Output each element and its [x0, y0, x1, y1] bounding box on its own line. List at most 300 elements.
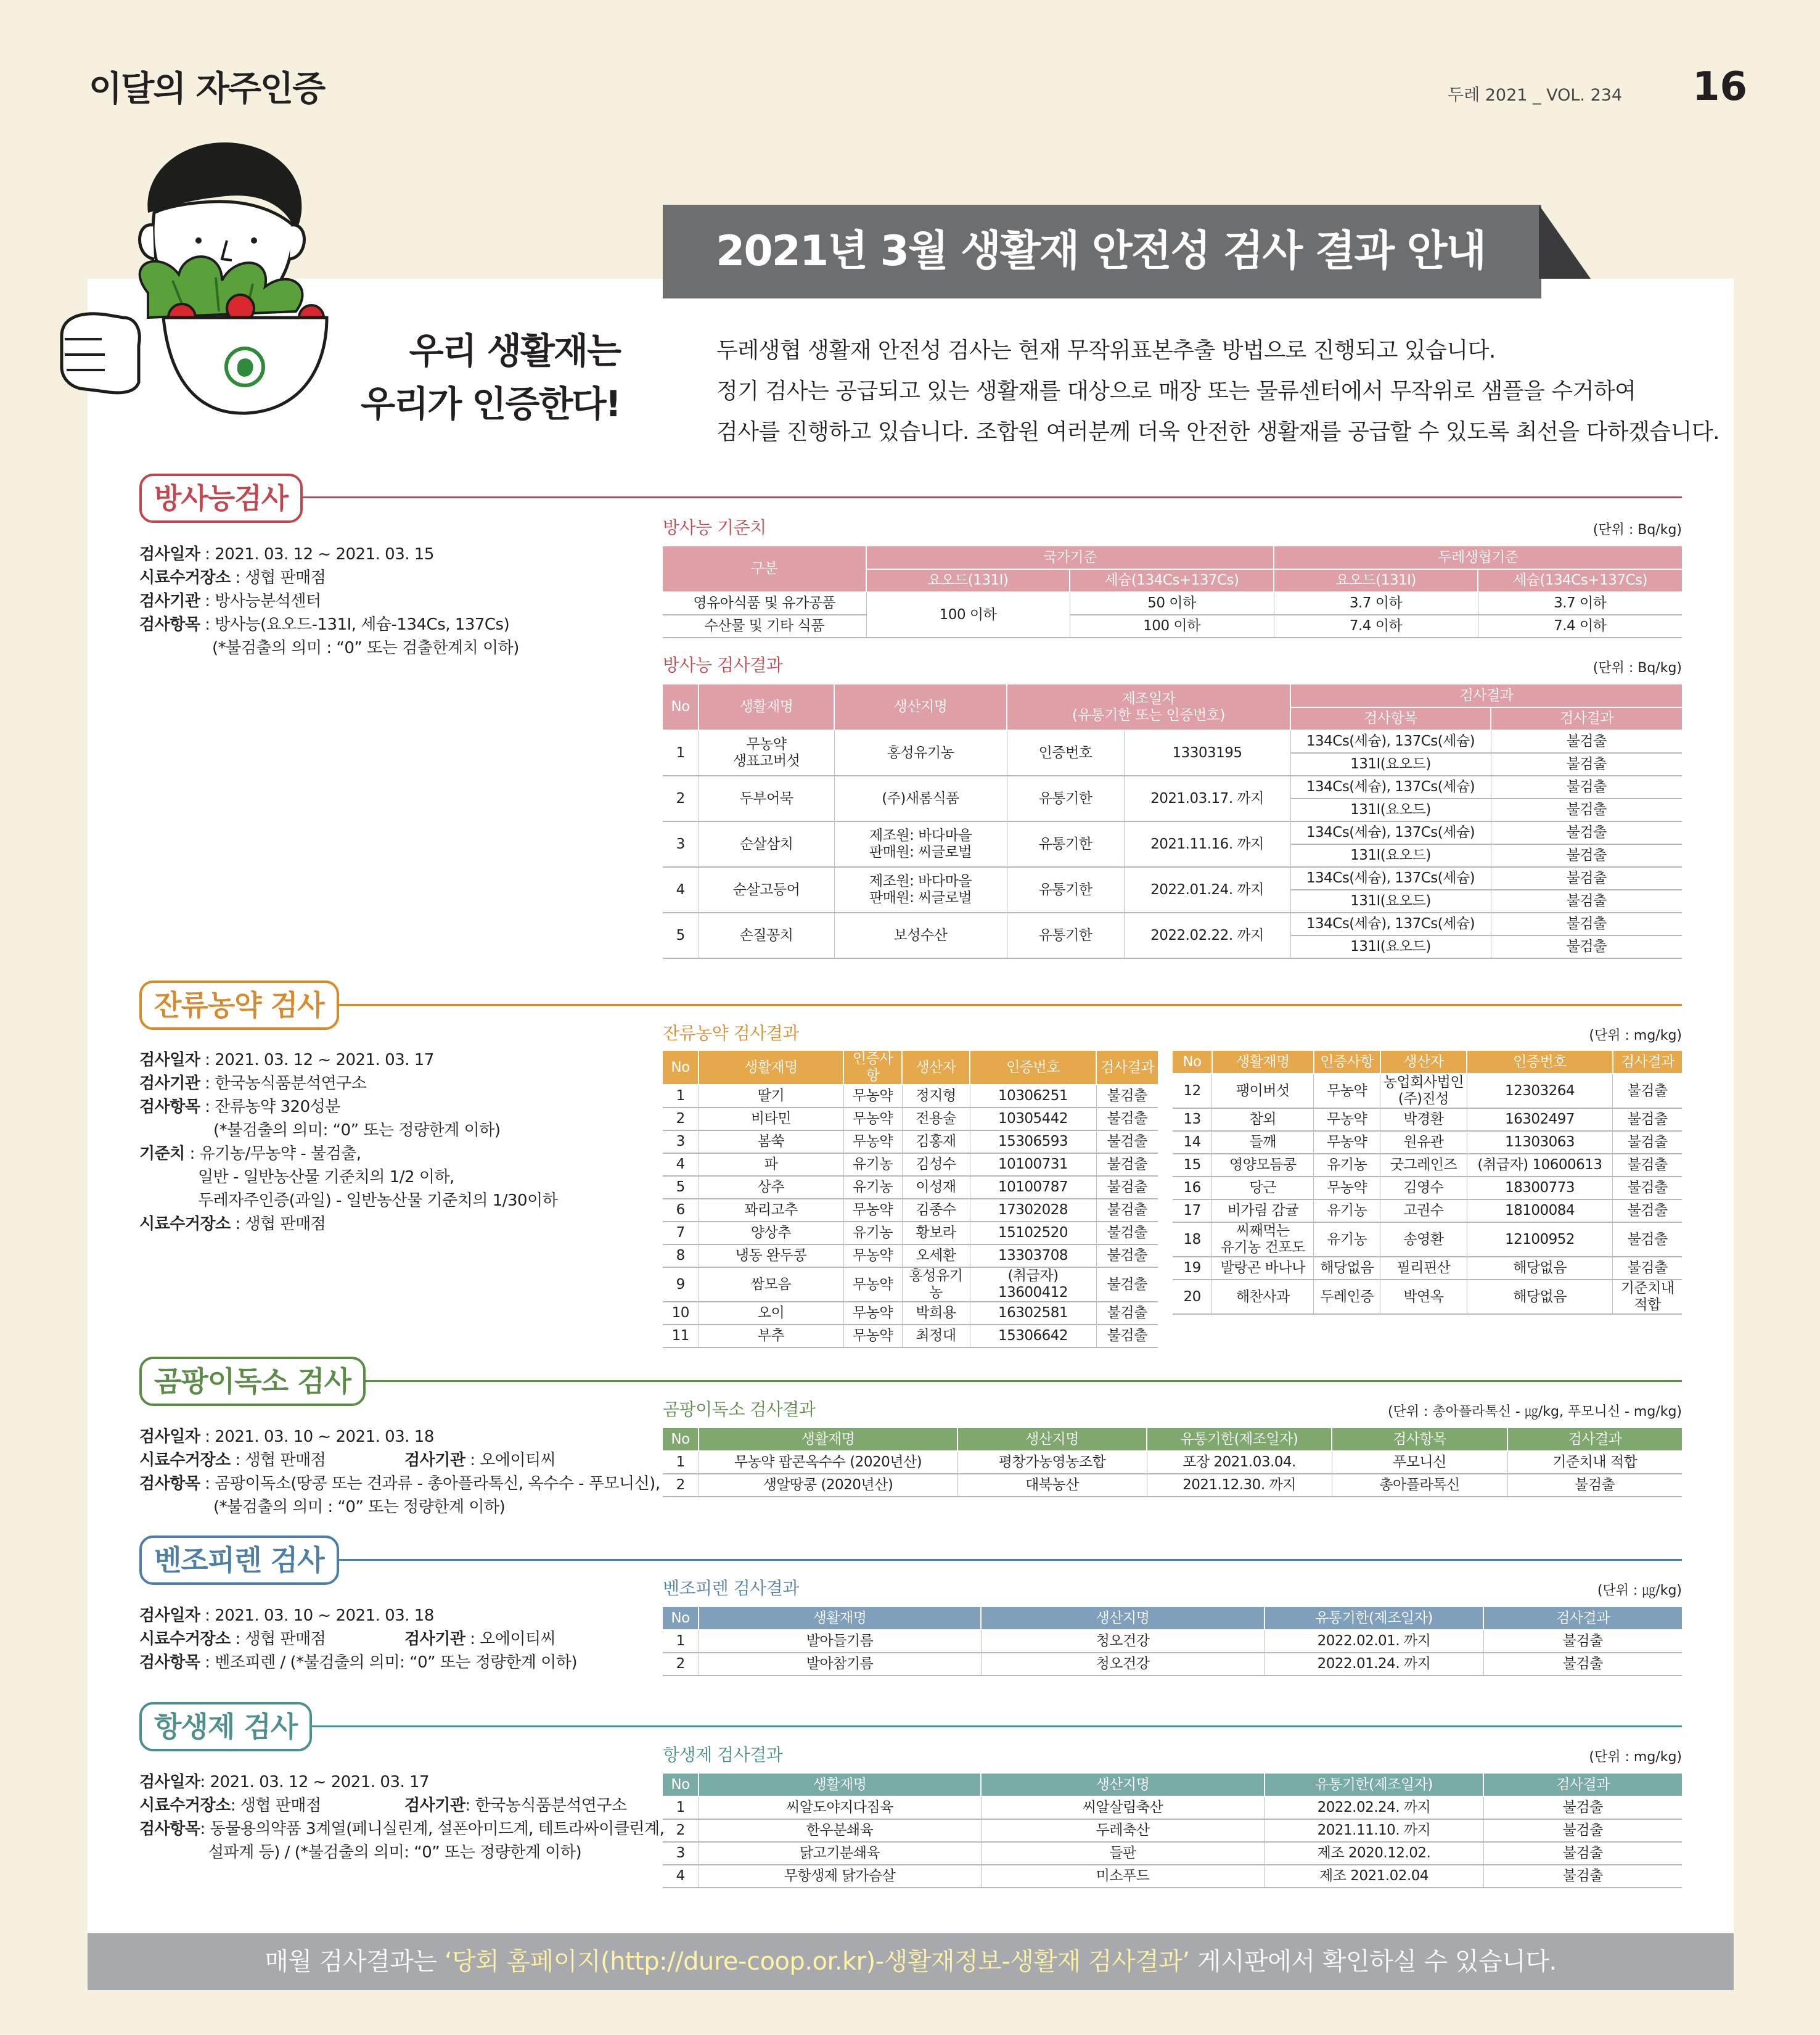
cell-certno: 15306593 — [970, 1130, 1096, 1153]
pesticide-section-tab: 잔류농약 검사 — [139, 980, 339, 1030]
cell-no: 2 — [663, 1653, 699, 1675]
table-row — [663, 821, 1682, 844]
origin — [834, 821, 1007, 867]
cell-cert: 무농약 — [843, 1199, 902, 1222]
table-row — [663, 1474, 1682, 1497]
info-standard-2: 일반 - 일반농산물 기준치의 1/2 이하, — [198, 1168, 454, 1186]
cell-cert: 무농약 — [1314, 1177, 1380, 1199]
cell-certno: 18300773 — [1467, 1177, 1612, 1199]
cell-certno: 10305442 — [970, 1108, 1096, 1130]
cell-certno: 16302581 — [970, 1302, 1096, 1325]
info-items: 검사항목 : 잔류농약 320성분 — [139, 1098, 340, 1116]
info-items: 검사항목 : 방사능(요오드-131I, 세슘-134Cs, 137Cs) — [139, 615, 510, 634]
cell-origin: 미소푸드 — [981, 1865, 1265, 1888]
cell-line-2: 유기농 건포도 — [1220, 1240, 1305, 1256]
antibiotic-divider — [298, 1725, 1682, 1727]
cell-result — [1613, 1222, 1682, 1257]
cell-line-1: 불검출 — [1627, 1202, 1668, 1219]
info-date: 검사일자 : 2021. 03. 10 ~ 2021. 03. 18 — [139, 1428, 434, 1446]
cell-line-1: 박연옥 — [1403, 1288, 1444, 1305]
cell-exp: 포장 2021.03.04. — [1147, 1451, 1332, 1474]
cell-exp: 2021.11.10. 까지 — [1265, 1819, 1483, 1842]
cell-origin: 두레축산 — [981, 1819, 1265, 1842]
cell-item — [1212, 1154, 1314, 1177]
cell-origin: 청오건강 — [981, 1653, 1265, 1675]
cell-no: 1 — [663, 1085, 699, 1108]
test-item: 131I(요오드) — [1290, 753, 1491, 776]
cell-line-2: 적합 — [1634, 1297, 1661, 1313]
cell-line-1: 당근 — [1249, 1180, 1276, 1196]
cell-result: 불검출 — [1096, 1085, 1158, 1108]
cell-line-1: 원유관 — [1403, 1134, 1444, 1150]
cell-line-1: 농업회사법인 — [1383, 1074, 1464, 1090]
mold-divider — [342, 1380, 1682, 1382]
table-row — [663, 1108, 1158, 1130]
origin — [834, 730, 1007, 776]
cell-line-1: 김영수 — [1403, 1180, 1444, 1196]
test-result: 불검출 — [1491, 776, 1682, 799]
cell-result: 불검출 — [1096, 1325, 1158, 1347]
cell-item: 꽈리고추 — [699, 1199, 843, 1222]
cell-item: 냉동 완두콩 — [699, 1244, 843, 1267]
info-place: 시료수거장소: 생협 판매점 검사기관: 한국농식품분석연구소 — [139, 1796, 627, 1815]
info-standard: 기준치 : 유기농/무농약 - 불검출, — [139, 1145, 361, 1163]
cell-no: 10 — [663, 1302, 699, 1325]
pesticide-divider — [314, 1004, 1682, 1006]
cell-line-1: 굿그레인즈 — [1390, 1157, 1457, 1173]
date-value: 13303195 — [1124, 730, 1290, 776]
cell-certno: (취급자) 10600613 — [1467, 1154, 1612, 1177]
table-row — [1173, 1154, 1682, 1177]
cell-no: 17 — [1173, 1199, 1212, 1222]
cell-certno: (취급자) 13600412 — [970, 1267, 1096, 1302]
footer-link[interactable]: ‘당회 홈페이지(http://dure-coop.or.kr)-생활재정보-생활재 검사결과’ — [444, 1947, 1190, 1976]
cell-cert: 해당없음 — [1314, 1257, 1380, 1280]
test-result: 불검출 — [1491, 867, 1682, 890]
cell-line-2: (주)진성 — [1398, 1091, 1449, 1107]
test-result: 불검출 — [1491, 753, 1682, 776]
test-result: 불검출 — [1491, 799, 1682, 821]
cell-item: 무항생제 닭가슴살 — [699, 1865, 981, 1888]
benzo-unit: (단위 : ㎍/kg) — [1597, 1583, 1682, 1598]
info-note: (*불검출의 의미: “0” 또는 정량한계 이하) — [213, 1121, 501, 1140]
cell-cert: 무농약 — [1314, 1131, 1380, 1154]
cell-test: 총아플라톡신 — [1332, 1474, 1507, 1497]
radiation-standard-table: 구분 국가기준 두레생협기준 요오드(131I) 세슘(134Cs+137Cs) 요오드(131I) 세슘(134Cs+137Cs) 영유아식품 및 유가공품 100 이하 50 이하 3.7 이하 3.7 이하 수산물 및 기타 식품 100 이하 7.4 이하 7.4 이하 — [663, 546, 1682, 638]
cell-cert: 유기농 — [843, 1153, 902, 1176]
cell-item — [1212, 1177, 1314, 1199]
date-type: 유통기한 — [1007, 913, 1124, 958]
cell-producer: 김성수 — [902, 1153, 970, 1176]
cell-producer — [1380, 1257, 1467, 1280]
cell-result: 불검출 — [1096, 1244, 1158, 1267]
slogan-line-1: 우리 생활재는 — [409, 330, 620, 372]
table-row — [663, 1199, 1158, 1222]
cell-producer: 이성재 — [902, 1176, 970, 1199]
cell-producer: 황보라 — [902, 1222, 970, 1244]
cell-cert: 유기농 — [1314, 1199, 1380, 1222]
table-row — [663, 776, 1682, 799]
table-row — [1173, 1177, 1682, 1199]
cell-result: 불검출 — [1096, 1267, 1158, 1302]
table-row — [663, 1325, 1158, 1347]
table-row — [663, 1085, 1158, 1108]
page-title: 2021년 3월 생활재 안전성 검사 결과 안내 — [716, 227, 1486, 276]
radiation-divider — [271, 496, 1682, 498]
banner-fold — [1539, 205, 1591, 279]
cell-item: 봄쑥 — [699, 1130, 843, 1153]
date-value: 2022.01.24. 까지 — [1124, 867, 1290, 913]
cell-line-1: 불검출 — [1627, 1260, 1668, 1276]
date-value: 2021.03.17. 까지 — [1124, 776, 1290, 821]
cell-cert: 무농약 — [843, 1244, 902, 1267]
cell-line-1: 참외 — [1249, 1111, 1276, 1127]
cell-line-1: 박경환 — [1403, 1111, 1444, 1127]
test-result: 불검출 — [1491, 844, 1682, 867]
info-note: (*불검출의 의미 : “0” 또는 검출한계치 이하) — [212, 639, 519, 657]
cell-no: 2 — [663, 1474, 699, 1497]
table-row — [663, 867, 1682, 890]
cell-item — [1212, 1108, 1314, 1131]
cell-certno: 10100787 — [970, 1176, 1096, 1199]
cell-origin: 청오건강 — [981, 1630, 1265, 1653]
cell-item: 발아참기름 — [699, 1653, 981, 1675]
cell-no: 18 — [1173, 1222, 1212, 1257]
cell-cert: 유기농 — [1314, 1154, 1380, 1177]
cell-cert: 유기농 — [1314, 1222, 1380, 1257]
cell-line-1: 순살삼치 — [739, 836, 793, 852]
cell-producer — [1380, 1074, 1467, 1108]
cell-producer — [1380, 1280, 1467, 1314]
cell-result: 불검출 — [1483, 1630, 1682, 1653]
test-item: 134Cs(세슘), 137Cs(세슘) — [1290, 730, 1491, 753]
cell-line-1: 발랑곤 바나나 — [1220, 1260, 1305, 1276]
cell-line-1: 손질꽁치 — [739, 927, 793, 944]
cell-result — [1613, 1131, 1682, 1154]
cell-cert: 유기농 — [843, 1222, 902, 1244]
antibiotic-section-tab: 항생제 검사 — [139, 1702, 312, 1751]
radiation-info — [139, 543, 519, 660]
cell-item — [1212, 1131, 1314, 1154]
info-place: 시료수거장소 : 생협 판매점 — [139, 1215, 326, 1233]
table-row — [663, 1451, 1682, 1474]
cell-result: 불검출 — [1507, 1474, 1682, 1497]
volume-label: 두레 2021 _ VOL. 234 — [1448, 86, 1623, 105]
cell-producer: 정지형 — [902, 1085, 970, 1108]
table-row — [663, 1630, 1682, 1653]
row-no: 5 — [663, 913, 699, 958]
cell-line-1: 고권수 — [1403, 1202, 1444, 1219]
cell-certno: 10100731 — [970, 1153, 1096, 1176]
cell-item: 딸기 — [699, 1085, 843, 1108]
cell-certno: 10306251 — [970, 1085, 1096, 1108]
cell-certno: 해당없음 — [1467, 1280, 1612, 1314]
antibiotic-unit: (단위 : mg/kg) — [1589, 1749, 1682, 1765]
item-name — [699, 867, 834, 913]
cell-certno: 16302497 — [1467, 1108, 1612, 1131]
radiation-std-caption: 방사능 기준치 — [663, 517, 766, 538]
row-no: 1 — [663, 730, 699, 776]
date-type: 유통기한 — [1007, 821, 1124, 867]
cell-item: 쌈모음 — [699, 1267, 843, 1302]
cell-no: 14 — [1173, 1131, 1212, 1154]
antibiotic-info — [139, 1770, 664, 1864]
table-row — [1173, 1222, 1682, 1257]
cell-result: 불검출 — [1096, 1108, 1158, 1130]
table-row — [1173, 1108, 1682, 1131]
table-row — [663, 1842, 1682, 1865]
info-date: 검사일자: 2021. 03. 12 ~ 2021. 03. 17 — [139, 1773, 430, 1791]
cell-item: 파 — [699, 1153, 843, 1176]
cell-no: 19 — [1173, 1257, 1212, 1280]
item-name — [699, 913, 834, 958]
row-no: 2 — [663, 776, 699, 821]
cell-cert: 무농약 — [843, 1130, 902, 1153]
mold-caption: 곰팡이독소 검사결과 — [663, 1399, 816, 1420]
cell-cert: 무농약 — [843, 1267, 902, 1302]
date-type: 유통기한 — [1007, 867, 1124, 913]
item-name — [699, 776, 834, 821]
radiation-result-table: No 생활재명 생산지명 제조일자 (유통기한 또는 인증번호) 검사결과 검사항목 검사결과 1 무농약 생표고버섯 홍성유기농 인증번호 13303195 134Cs(세슘), 137Cs(세슘) 불검출 131I(요오드) 불검출 2 두부어묵 (주)새롬식품 유통기한 2021.03.17. 까지 134Cs(세슘), 137Cs(세슘) 불검출 131I(요오드) 불검출 3 순살삼치 제조원: 바다마을 판매원: 씨글로벌 유통기한 2021.11.16. 까지 134Cs(세슘), 137Cs(세슘) 불검출 131I(요오드) 불검출 4 순살고등어 제조원: 바다마을 판매원: 씨글로벌 유통기한 2022.01.24. 까지 134Cs(세슘), 137Cs(세슘) 불검출 131I(요오드) 불검출 5 손질꽁치 보성수산 유통기한 2022.02.22. 까지 134Cs(세슘), 137Cs(세슘) 불검출 131I(요오드) 불검출 — [663, 684, 1682, 959]
test-item: 134Cs(세슘), 137Cs(세슘) — [1290, 776, 1491, 799]
cell-result — [1613, 1199, 1682, 1222]
info-note: (*불검출의 의미 : “0” 또는 정량한계 이하) — [213, 1498, 506, 1516]
table-row — [663, 1130, 1158, 1153]
cell-line-1: 불검출 — [1627, 1231, 1668, 1248]
cell-line-1: 순살고등어 — [732, 881, 800, 898]
cell-result — [1613, 1280, 1682, 1314]
mascot-illustration — [55, 133, 345, 422]
cell-cert: 무농약 — [843, 1302, 902, 1325]
cell-cert: 무농약 — [1314, 1108, 1380, 1131]
cell-line-2: 판매원: 씨글로벌 — [869, 890, 972, 906]
info-place: 시료수거장소 : 생협 판매점 검사기관 : 오에이티씨 — [139, 1630, 556, 1648]
info-items: 검사항목: 동물용의약품 3계열(페니실린계, 설폰아미드계, 테트라싸이클린계, — [139, 1820, 665, 1838]
cell-result: 불검출 — [1483, 1653, 1682, 1675]
cell-producer: 전용술 — [902, 1108, 970, 1130]
cell-result: 불검출 — [1483, 1842, 1682, 1865]
table-row — [1173, 1280, 1682, 1314]
cell-origin: 들판 — [981, 1842, 1265, 1865]
cell-certno: 18100084 — [1467, 1199, 1612, 1222]
table-row — [663, 1176, 1158, 1199]
cell-item: 생알땅콩 (2020년산) — [699, 1474, 957, 1497]
table-row — [663, 1153, 1158, 1176]
cell-line-1: 비가림 감귤 — [1227, 1202, 1298, 1219]
info-date: 검사일자 : 2021. 03. 12 ~ 2021. 03. 15 — [139, 545, 434, 564]
date-value: 2021.11.16. 까지 — [1124, 821, 1290, 867]
benzo-table: No 생활재명 생산지명 유통기한(제조일자) 검사결과 1 발아들기름 청오건강 2022.02.01. 까지 불검출 2 발아참기름 청오건강 2022.01.24. 까지 불검출 — [663, 1607, 1682, 1676]
pesticide-table-right: No 생활재명 인증사항 생산자 인증번호 검사결과 12 팽이버섯 무농약 농업회사법인 (주)진성 12303264 불검출 13 참외 무농약 박경환 16302497 불검출 14 들깨 무농약 원유관 11303063 불검출 15 영양모듬콩 유기농 굿그레인즈 (취급자) 10600613 불검출 16 당근 무농약 김영수 18300773 불검출 17 비가림 감귤 유기농 고권수 18100084 불검출 18 씨째먹는 유기농 건포도 유기농 송영환 12100952 불검출 19 발랑곤 바나나 해당없음 필리핀산 해당없음 불검출 20 해찬사과 두레인증 박연옥 해당없음 기준치내 적합 — [1173, 1051, 1682, 1315]
origin — [834, 776, 1007, 821]
cell-result — [1613, 1177, 1682, 1199]
row-no: 3 — [663, 821, 699, 867]
date-type: 유통기한 — [1007, 776, 1124, 821]
test-result: 불검출 — [1491, 890, 1682, 913]
test-item: 131I(요오드) — [1290, 935, 1491, 958]
benzo-caption: 벤조피렌 검사결과 — [663, 1578, 799, 1598]
table-row — [663, 1244, 1158, 1267]
cell-producer: 김종수 — [902, 1199, 970, 1222]
info-agency: 검사기관 : 방사능분석센터 — [139, 592, 321, 610]
cell-no: 4 — [663, 1153, 699, 1176]
cell-result — [1613, 1257, 1682, 1280]
cell-no: 20 — [1173, 1280, 1212, 1314]
cell-no: 13 — [1173, 1108, 1212, 1131]
item-name — [699, 821, 834, 867]
cell-no: 8 — [663, 1244, 699, 1267]
cell-exp: 2022.02.24. 까지 — [1265, 1796, 1483, 1819]
cell-result — [1613, 1108, 1682, 1131]
cell-item: 발아들기름 — [699, 1630, 981, 1653]
cell-cert: 무농약 — [843, 1108, 902, 1130]
radiation-std-unit: (단위 : Bq/kg) — [1592, 522, 1682, 538]
cell-cert: 유기농 — [843, 1176, 902, 1199]
cell-line-1: 필리핀산 — [1396, 1260, 1451, 1276]
table-row — [663, 1222, 1158, 1244]
cell-certno: 해당없음 — [1467, 1257, 1612, 1280]
cell-result: 불검출 — [1096, 1130, 1158, 1153]
cell-line-1: 홍성유기농 — [887, 744, 954, 761]
cell-line-1: 불검출 — [1627, 1134, 1668, 1150]
table-row — [663, 1819, 1682, 1842]
cell-no: 7 — [663, 1222, 699, 1244]
cell-no: 5 — [663, 1176, 699, 1199]
info-items: 검사항목 : 벤조피렌 / (*불검출의 의미: “0” 또는 정량한계 이하) — [139, 1653, 577, 1672]
table-row — [663, 1865, 1682, 1888]
radiation-result-unit: (단위 : Bq/kg) — [1592, 660, 1682, 676]
info-date: 검사일자 : 2021. 03. 12 ~ 2021. 03. 17 — [139, 1051, 434, 1069]
info-items: 검사항목 : 곰팡이독소(땅콩 또는 견과류 - 총아플라톡신, 옥수수 - 푸모니신), — [139, 1474, 660, 1493]
test-item: 134Cs(세슘), 137Cs(세슘) — [1290, 913, 1491, 935]
test-result: 불검출 — [1491, 730, 1682, 753]
cell-no: 2 — [663, 1819, 699, 1842]
antibiotic-caption: 항생제 검사결과 — [663, 1745, 783, 1765]
item-name — [699, 730, 834, 776]
table-row — [663, 1267, 1158, 1302]
pesticide-info — [139, 1048, 557, 1236]
page-number: 16 — [1692, 64, 1748, 110]
cell-line-2: 판매원: 씨글로벌 — [869, 844, 972, 860]
test-result: 불검출 — [1491, 913, 1682, 935]
cell-line-1: 두부어묵 — [739, 790, 793, 807]
cell-no: 3 — [663, 1130, 699, 1153]
table-row — [663, 1653, 1682, 1675]
cell-no: 16 — [1173, 1177, 1212, 1199]
cell-certno: 17302028 — [970, 1199, 1096, 1222]
benzo-info — [139, 1604, 577, 1674]
cell-origin: 대북농산 — [957, 1474, 1147, 1497]
cell-producer: 박희용 — [902, 1302, 970, 1325]
cell-producer: 홍성유기농 — [902, 1267, 970, 1302]
table-row — [1173, 1074, 1682, 1108]
cell-no: 2 — [663, 1108, 699, 1130]
test-item: 134Cs(세슘), 137Cs(세슘) — [1290, 867, 1491, 890]
cell-item: 오이 — [699, 1302, 843, 1325]
cell-line-1: 무농약 — [746, 736, 787, 752]
cell-item — [1212, 1280, 1314, 1314]
benzo-section-tab: 벤조피렌 검사 — [139, 1536, 339, 1585]
radiation-result-caption: 방사능 검사결과 — [663, 655, 783, 675]
cell-line-1: 불검출 — [1627, 1180, 1668, 1196]
table-row — [1173, 1257, 1682, 1280]
cell-certno: 12303264 — [1467, 1074, 1612, 1108]
test-result: 불검출 — [1491, 821, 1682, 844]
cell-result: 불검출 — [1096, 1222, 1158, 1244]
cell-item: 씨알도야지다짐육 — [699, 1796, 981, 1819]
cell-result — [1613, 1154, 1682, 1177]
slogan-line-2: 우리가 인증한다! — [361, 383, 620, 425]
row-no: 4 — [663, 867, 699, 913]
cell-item — [1212, 1074, 1314, 1108]
cell-item: 부추 — [699, 1325, 843, 1347]
cell-no: 3 — [663, 1842, 699, 1865]
benzo-divider — [319, 1559, 1682, 1561]
pesticide-table-left: No 생활재명 인증사항 생산자 인증번호 검사결과 1 딸기 무농약 정지형 10306251 불검출 2 비타민 무농약 전용술 10305442 불검출 3 봄쑥 무농약 김홍재 15306593 불검출 4 파 유기농 김성수 10100731 불검출 5 상추 유기농 이성재 10100787 불검출 6 꽈리고추 무농약 김종수 17302028 불검출 7 양상추 유기농 황보라 15102520 불검출 8 냉동 완두콩 무농약 오세환 13303708 불검출 9 쌈모음 무농약 홍성유기농 (취급자) 13600412 불검출 10 오이 무농약 박희용 16302581 불검출 11 부추 무농약 최정대 15306642 불검출 — [663, 1051, 1158, 1348]
cell-no: 11 — [663, 1325, 699, 1347]
test-result: 불검출 — [1491, 935, 1682, 958]
intro-line-3: 검사를 진행하고 있습니다. 조합원 여러분께 더욱 안전한 생활재를 공급할 수 있도록 최선을 다하겠습니다. — [716, 419, 1720, 445]
section-title: 이달의 자주인증 — [89, 69, 325, 109]
cell-line-1: (주)새롬식품 — [882, 790, 959, 807]
info-date: 검사일자 : 2021. 03. 10 ~ 2021. 03. 18 — [139, 1606, 434, 1625]
cell-certno: 13303708 — [970, 1244, 1096, 1267]
mold-section-tab: 곰팡이독소 검사 — [139, 1357, 366, 1406]
cell-producer: 오세환 — [902, 1244, 970, 1267]
info-place: 시료수거장소 : 생협 판매점 검사기관 : 오에이티씨 — [139, 1451, 556, 1470]
cell-exp: 2022.01.24. 까지 — [1265, 1653, 1483, 1675]
cell-line-1: 해찬사과 — [1236, 1288, 1290, 1305]
intro-line-1: 두레생협 생활재 안전성 검사는 현재 무작위표본추출 방법으로 진행되고 있습니다. — [716, 338, 1496, 363]
cell-producer — [1380, 1177, 1467, 1199]
cell-no: 1 — [663, 1630, 699, 1653]
cell-no: 9 — [663, 1267, 699, 1302]
cell-line-1: 불검출 — [1627, 1157, 1668, 1173]
footer-pre: 매월 검사결과는 — [264, 1947, 445, 1976]
cell-no: 12 — [1173, 1074, 1212, 1108]
cell-item: 닭고기분쇄육 — [699, 1842, 981, 1865]
cell-line-1: 들깨 — [1249, 1134, 1276, 1150]
cell-no: 6 — [663, 1199, 699, 1222]
cell-line-1: 송영환 — [1403, 1231, 1444, 1248]
cell-certno: 11303063 — [1467, 1131, 1612, 1154]
cell-item — [1212, 1199, 1314, 1222]
pesticide-unit: (단위 : mg/kg) — [1589, 1028, 1682, 1043]
info-standard-3: 두레자주인증(과일) - 일반농산물 기준치의 1/30이하 — [198, 1191, 558, 1210]
cell-item — [1212, 1257, 1314, 1280]
cell-exp: 2022.02.01. 까지 — [1265, 1630, 1483, 1653]
test-item: 131I(요오드) — [1290, 799, 1491, 821]
intro-line-2: 정기 검사는 공급되고 있는 생활재를 대상으로 매장 또는 물류센터에서 무작위로 샘플을 수거하여 — [716, 379, 1636, 404]
cell-no: 15 — [1173, 1154, 1212, 1177]
cell-exp: 제조 2020.12.02. — [1265, 1842, 1483, 1865]
table-row — [663, 1302, 1158, 1325]
cell-producer: 최정대 — [902, 1325, 970, 1347]
cell-result: 불검출 — [1483, 1796, 1682, 1819]
cell-result: 불검출 — [1096, 1176, 1158, 1199]
cell-cert: 무농약 — [843, 1085, 902, 1108]
cell-item: 한우분쇄육 — [699, 1819, 981, 1842]
cell-line-1: 불검출 — [1627, 1082, 1668, 1099]
cell-origin: 평창가농영농조합 — [957, 1451, 1147, 1474]
cell-result — [1613, 1074, 1682, 1108]
table-row — [1173, 1131, 1682, 1154]
pesticide-caption: 잔류농약 검사결과 — [663, 1023, 799, 1043]
cell-origin: 씨알살림축산 — [981, 1796, 1265, 1819]
cell-line-1: 보성수산 — [893, 927, 948, 944]
footer-post: 게시판에서 확인하실 수 있습니다. — [1189, 1947, 1557, 1976]
cell-cert: 두레인증 — [1314, 1280, 1380, 1314]
